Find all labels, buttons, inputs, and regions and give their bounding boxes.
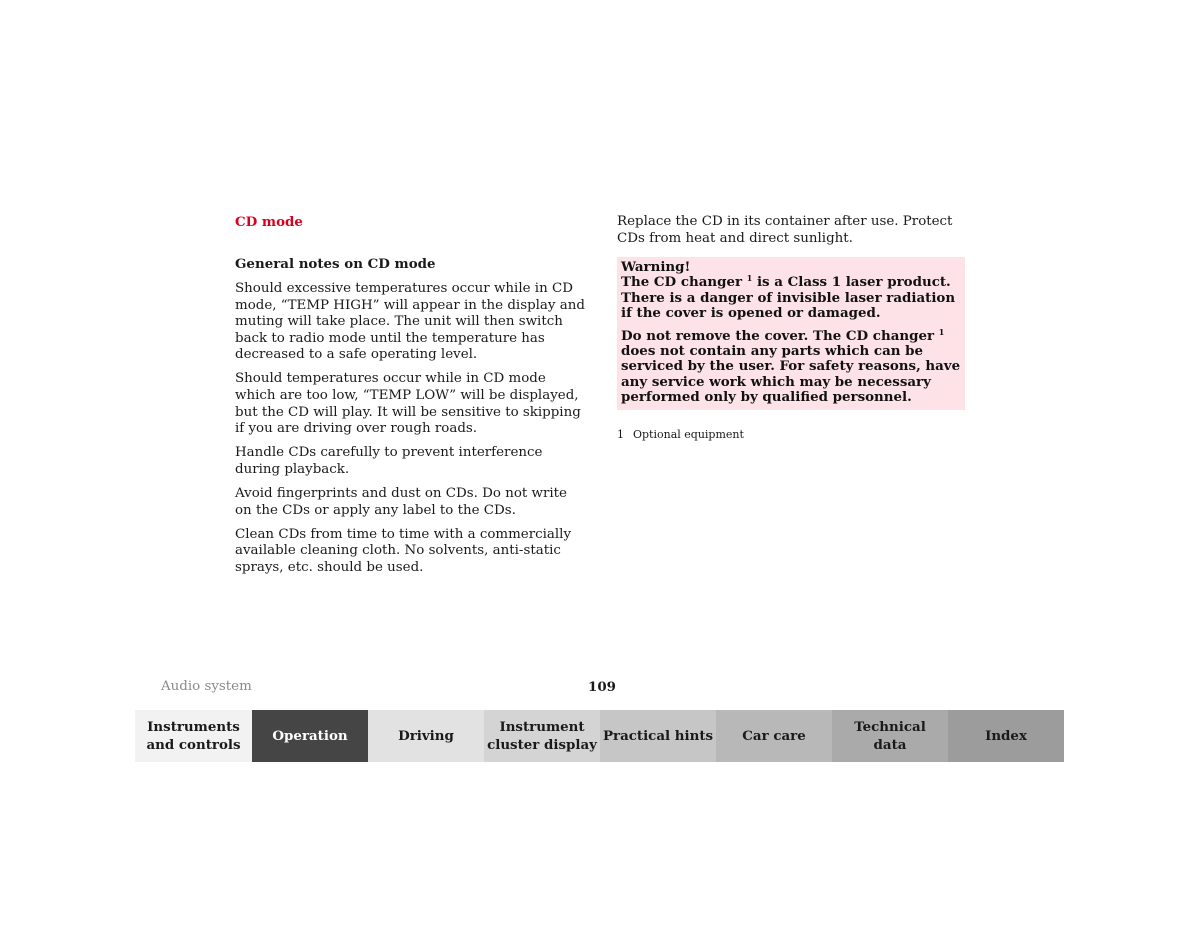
paragraph-temp-low: Should temperatures occur while in CD mode which are too low, “TEMP LOW” will be displayed, but the CD will play. It will be sensitive to skipping if you are driving over rough roads.: [235, 371, 581, 437]
paragraph-fingerprints: Avoid fingerprints and dust on CDs. Do not write on the CDs or apply any label to the CDs.: [235, 486, 567, 518]
paragraph-replace-cd: Replace the CD in its container after use. Protect CDs from heat and direct sunlight.: [617, 214, 953, 246]
nav-tab-operation[interactable]: Operation: [252, 710, 368, 762]
nav-tab-technical-data[interactable]: Technical data: [832, 710, 948, 762]
subheading: General notes on CD mode: [235, 256, 436, 272]
footer-section-name: Audio system: [161, 679, 252, 694]
footnote-number: 1: [617, 428, 624, 442]
section-title: CD mode: [235, 214, 303, 230]
nav-tab-driving[interactable]: Driving: [368, 710, 484, 762]
paragraph-handle-cds: Handle CDs carefully to prevent interference during playback.: [235, 445, 543, 477]
nav-tab-instrument-cluster-display[interactable]: Instrument cluster display: [484, 710, 600, 762]
nav-tab-car-care[interactable]: Car care: [716, 710, 832, 762]
nav-tab-index[interactable]: Index: [948, 710, 1064, 762]
paragraph-cleaning: Clean CDs from time to time with a commercially available cleaning cloth. No solvents, anti-static sprays, etc. should be used.: [235, 526, 572, 575]
left-column: [235, 214, 585, 584]
footnote-marker: 1: [746, 273, 753, 284]
warning-paragraph-cover: Do not remove the cover. The CD changer $^1$ does not contain any parts which can be serviced by the user. For safety reasons, have any service work which may be necessary performed only by qualified personnel.: [621, 327, 961, 405]
warning-box: [617, 257, 965, 410]
footnote: [617, 428, 965, 442]
nav-tab-instruments-and-controls[interactable]: Instruments and controls: [135, 710, 252, 762]
right-column: [617, 214, 965, 442]
nav-tab-practical-hints[interactable]: Practical hints: [600, 710, 716, 762]
paragraph-temp-high: Should excessive temperatures occur while in CD mode, “TEMP HIGH” will appear in the display and muting will take place. The unit will then switch back to radio mode until the temperature has decreased to a safe operating level.: [235, 281, 585, 363]
warning-paragraph-laser: The CD changer $^1$ is a Class 1 laser product. There is a danger of invisible laser radiation if the cover is opened or damaged.: [621, 273, 956, 321]
footnote-marker: 1: [938, 327, 945, 337]
chapter-nav: [135, 710, 1064, 762]
page-number: 109: [588, 679, 616, 695]
warning-title: Warning!: [621, 259, 691, 276]
footnote-text: Optional equipment: [633, 428, 744, 442]
